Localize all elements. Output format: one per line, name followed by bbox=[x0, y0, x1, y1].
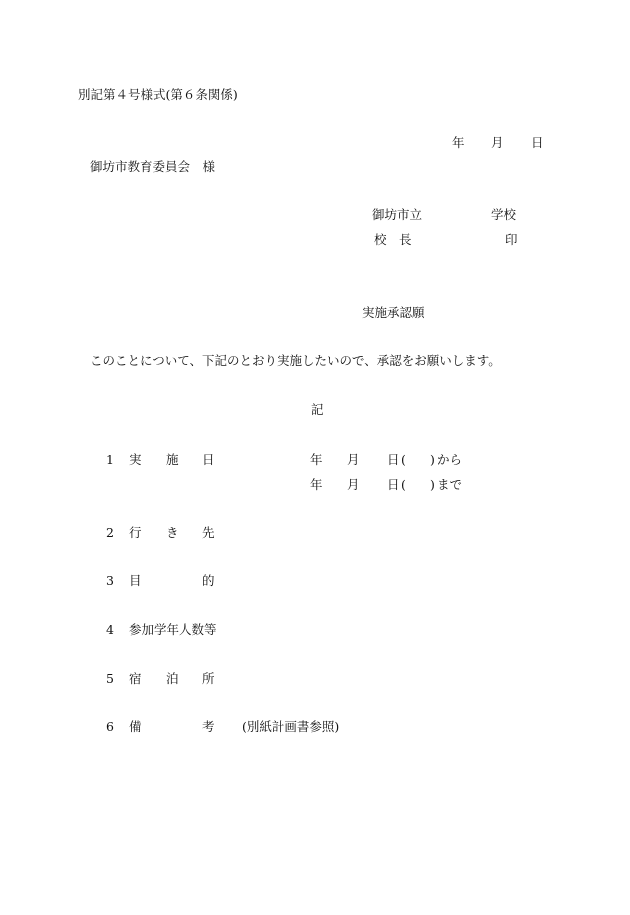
from-paren-close: ) bbox=[430, 452, 435, 467]
from-suffix: から bbox=[437, 452, 463, 467]
from-paren-open: ( bbox=[401, 452, 406, 467]
item-label-3-char2: 的 bbox=[202, 573, 215, 588]
item-label-1-char2: 施 bbox=[166, 452, 179, 467]
item-label-1-char3: 日 bbox=[202, 452, 215, 467]
item-label-6-char1: 備 bbox=[129, 719, 142, 734]
item-number-4: 4 bbox=[106, 622, 114, 637]
item-label-2-char3: 先 bbox=[202, 525, 215, 540]
item-number-2: 2 bbox=[106, 525, 114, 540]
item-number-1: 1 bbox=[106, 452, 114, 467]
item-number-3: 3 bbox=[106, 573, 114, 588]
addressee: 御坊市教育委員会 様 bbox=[90, 159, 216, 174]
item-label-6-char2: 考 bbox=[202, 719, 215, 734]
seal-mark: 印 bbox=[505, 232, 518, 247]
to-suffix: まで bbox=[437, 477, 463, 492]
to-paren-close: ) bbox=[430, 477, 435, 492]
principal-label: 校 長 bbox=[374, 232, 412, 247]
to-month-label: 月 bbox=[347, 477, 360, 492]
from-month-label: 月 bbox=[347, 452, 360, 467]
item-label-5-char2: 泊 bbox=[166, 671, 179, 686]
item-number-5: 5 bbox=[106, 671, 114, 686]
school-prefix: 御坊市立 bbox=[372, 207, 423, 222]
item-note-6: (別紙計画書参照) bbox=[242, 719, 340, 734]
item-label-1-char1: 実 bbox=[129, 452, 142, 467]
to-day-label: 日 bbox=[387, 477, 400, 492]
from-year-label: 年 bbox=[310, 452, 323, 467]
item-label-2-char2: き bbox=[166, 525, 179, 540]
date-day-label: 日 bbox=[531, 135, 544, 150]
item-label-5-char1: 宿 bbox=[129, 671, 142, 686]
ki-heading: 記 bbox=[311, 402, 324, 417]
item-label-5-char3: 所 bbox=[202, 671, 215, 686]
date-year-label: 年 bbox=[452, 135, 465, 150]
item-label-3-char1: 目 bbox=[129, 573, 142, 588]
from-day-label: 日 bbox=[387, 452, 400, 467]
school-suffix: 学校 bbox=[491, 207, 517, 222]
document-title: 実施承認願 bbox=[362, 305, 425, 320]
body-text: このことについて、下記のとおり実施したいので、承認をお願いします。 bbox=[90, 353, 501, 368]
to-year-label: 年 bbox=[310, 477, 323, 492]
item-label-2-char1: 行 bbox=[129, 525, 142, 540]
item-number-6: 6 bbox=[106, 719, 114, 734]
date-month-label: 月 bbox=[491, 135, 504, 150]
to-paren-open: ( bbox=[401, 477, 406, 492]
form-code: 別記第４号様式(第６条関係) bbox=[78, 87, 238, 102]
item-label-4: 参加学年人数等 bbox=[129, 622, 217, 637]
